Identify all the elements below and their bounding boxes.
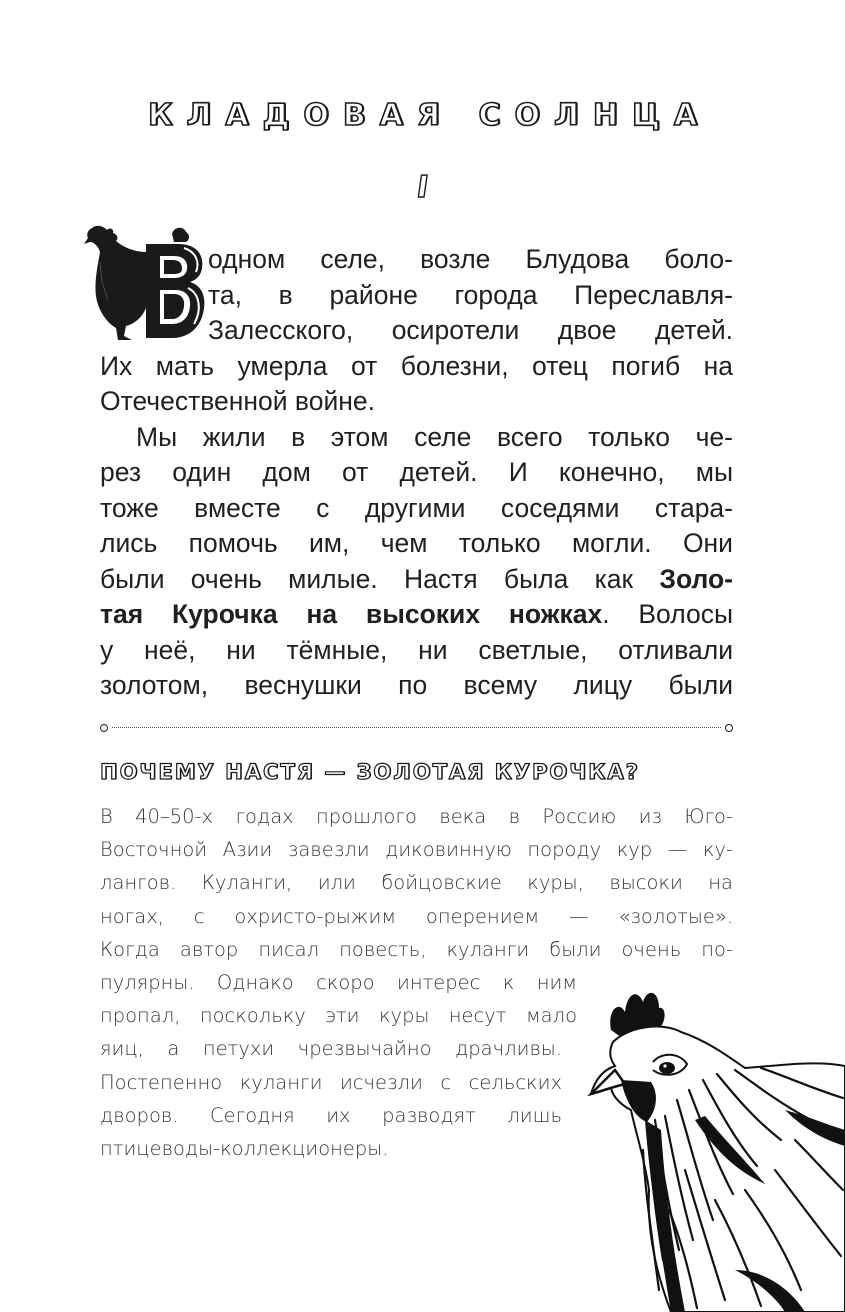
- sidebar-line: Постепенно куланги исчезли с сельских: [100, 1070, 562, 1094]
- sidebar-line: яиц, а петухи чрезвычайно драчливы.: [100, 1037, 562, 1061]
- bold-phrase: тая Курочка на высоких ножках: [100, 599, 603, 629]
- text-line: Мы жили в этом селе всего только че-: [136, 421, 733, 452]
- text-line: лись помочь им, чем только могли. Они: [100, 528, 733, 558]
- divider-circle-icon: [100, 724, 108, 732]
- sidebar-line: Когда автор писал повесть, куланги были очень по-: [100, 937, 733, 961]
- sidebar-line: дворов. Сегодня их разводят лишь: [100, 1103, 562, 1127]
- sidebar-line: лангов. Куланги, или бойцовские куры, высоки на: [100, 871, 733, 895]
- text-line: рез один дом от детей. И конечно, мы: [100, 457, 733, 487]
- text-segment: были очень милые. Настя была как: [100, 563, 660, 594]
- text-line: [100, 562, 733, 598]
- text-line: Отечественной войне.: [100, 386, 375, 416]
- sidebar-line: В 40–50-х годах прошлого века в Россию из Юго-: [100, 805, 733, 828]
- sidebar-line: Восточной Азии завезли диковинную породу кур — ку-: [100, 838, 733, 862]
- text-segment: . Волосы: [602, 599, 734, 629]
- story-text: [100, 242, 733, 704]
- sidebar-line: птицеводы-коллекционеры.: [100, 1136, 389, 1160]
- text-line: у неё, ни тёмные, ни светлые, отливали: [100, 634, 733, 665]
- sidebar-line: пулярны. Однако скоро интерес к ним: [100, 970, 577, 994]
- divider-circle-icon: [725, 724, 733, 732]
- sidebar-heading: ПОЧЕМУ НАСТЯ — ЗОЛОТАЯ КУРОЧКА?: [100, 760, 640, 784]
- text-line: одном селе, возле Блудова боло-: [208, 244, 733, 274]
- rooster-engraving-icon: [585, 970, 845, 1312]
- section-divider: [100, 722, 733, 734]
- text-line: золотом, веснушки по всему лицу были: [100, 670, 733, 700]
- text-line: Залесского, осиротели двое детей.: [208, 315, 733, 345]
- text-line: Их мать умерла от болезни, отец погиб на: [100, 350, 733, 381]
- text-line: тоже вместе с другими соседями стара-: [100, 492, 733, 523]
- running-title: КЛАДОВАЯ СОЛНЦА: [147, 98, 712, 133]
- text-line: [100, 597, 733, 633]
- text-line: та, в районе города Переславля-: [208, 279, 733, 310]
- sidebar-line: пропал, поскольку эти куры несут мало: [100, 1004, 577, 1028]
- dotted-line: [112, 727, 721, 728]
- sidebar-line: ногах, с охристо-рыжим оперением — «золотые».: [100, 904, 733, 928]
- chapter-number: I: [414, 170, 431, 205]
- bold-phrase: Золо-: [659, 563, 733, 594]
